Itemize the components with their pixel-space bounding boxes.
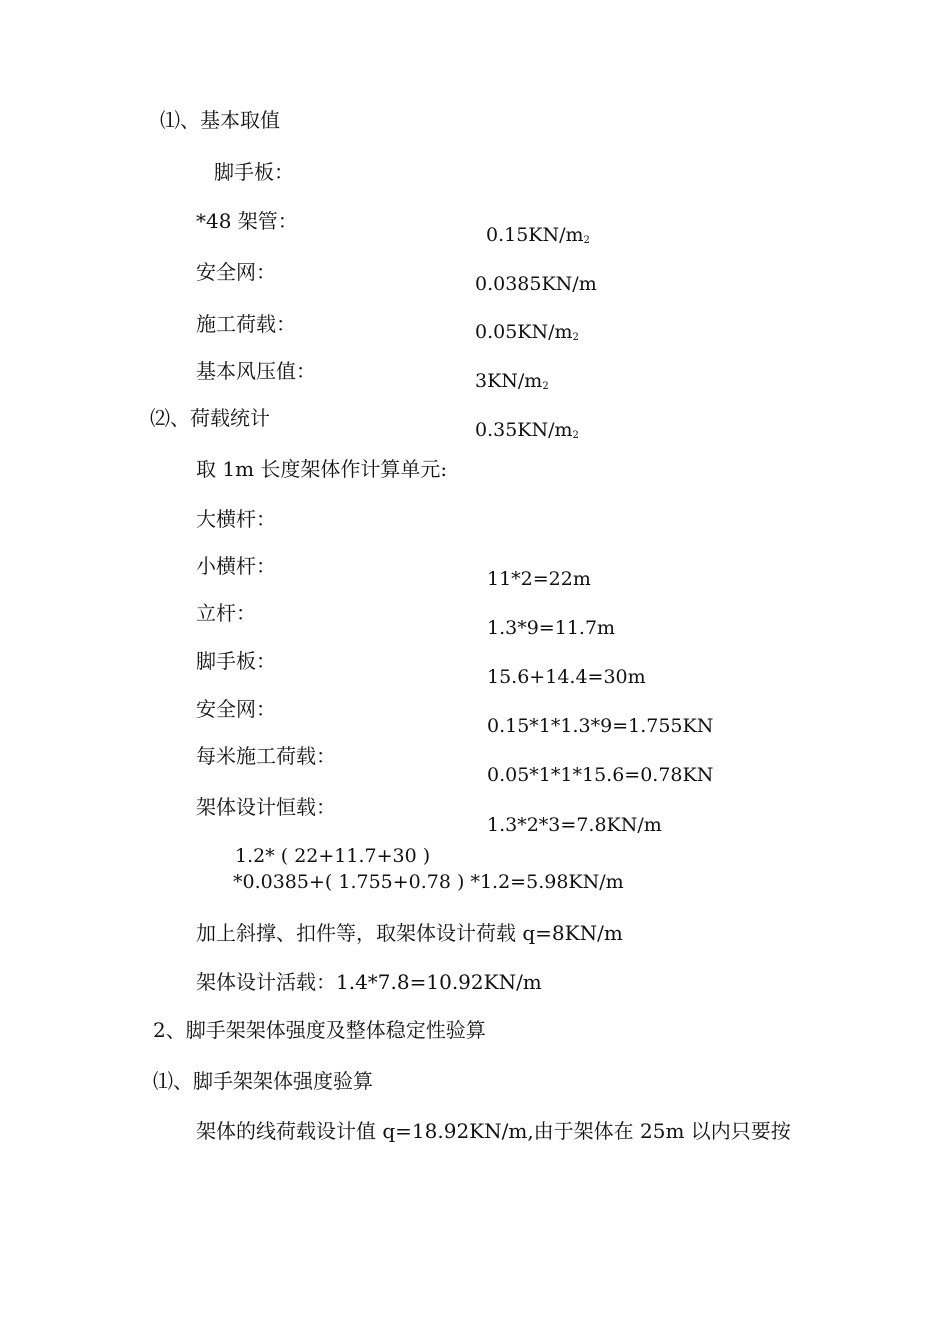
label-pipe-48: *48 架管： xyxy=(196,209,298,233)
value-3-unit-sub: 2 xyxy=(572,332,579,343)
main-paragraph: 架体的线荷载设计值 q=18.92KN/m,由于架体在 25m 以内只要按 xyxy=(196,1119,791,1143)
value-small-bar: 1.3*9=11.7m xyxy=(487,617,616,639)
design-load-line: 加上斜撑、扣件等，取架体设计荷载 q=8KN/m xyxy=(196,921,623,945)
value-4 xyxy=(475,369,549,399)
unit-note: 取 1m 长度架体作计算单元: xyxy=(196,457,448,481)
label-wind-pressure: 基本风压值： xyxy=(196,359,316,383)
value-big-bar: 11*2=22m xyxy=(487,568,591,590)
value-3-number: 0.05KN/m xyxy=(475,321,573,343)
main-sub-heading: ⑴、脚手架架体强度验算 xyxy=(153,1069,373,1093)
value-scaffold-board: 0.15*1*1.3*9=1.755KN xyxy=(487,715,714,737)
label-construction-load: 施工荷载： xyxy=(196,312,296,336)
value-per-meter-load: 1.3*2*3=7.8KN/m xyxy=(487,814,662,836)
value-5-unit-sub: 2 xyxy=(572,430,579,441)
value-1-unit-sub: 2 xyxy=(583,235,590,246)
label-upright: 立杆： xyxy=(196,601,256,625)
section-1-heading: ⑴、基本取值 xyxy=(160,108,280,132)
section-2-heading: ⑵、荷载统计 xyxy=(150,406,270,430)
formula-line-1: 1.2* ( 22+11.7+30 ) xyxy=(235,845,431,867)
value-3 xyxy=(475,320,579,350)
label-small-bar: 小横杆： xyxy=(196,554,276,578)
value-safety-net: 0.05*1*1*15.6=0.78KN xyxy=(487,764,714,786)
label-scaffold-board: 脚手板： xyxy=(214,160,294,184)
live-load-line: 架体设计活载：1.4*7.8=10.92KN/m xyxy=(196,970,542,994)
label-per-meter-load: 每米施工荷载： xyxy=(196,744,336,768)
label-scaffold-board-2: 脚手板： xyxy=(196,649,276,673)
formula-line-2: *0.0385+( 1.755+0.78 ) *1.2=5.98KN/m xyxy=(233,871,624,893)
value-4-unit-sub: 2 xyxy=(542,381,549,392)
label-design-dead-load: 架体设计恒载： xyxy=(196,795,336,819)
value-upright: 15.6+14.4=30m xyxy=(487,666,646,688)
label-big-bar: 大横杆： xyxy=(196,507,276,531)
value-1 xyxy=(486,223,590,253)
label-safety-net: 安全网： xyxy=(196,260,276,284)
main-heading: 2、脚手架架体强度及整体稳定性验算 xyxy=(153,1018,486,1042)
label-safety-net-2: 安全网： xyxy=(196,697,276,721)
value-4-number: 3KN/m xyxy=(475,370,543,392)
value-2: 0.0385KN/m xyxy=(475,273,597,295)
value-5-number: 0.35KN/m xyxy=(475,419,573,441)
value-1-number: 0.15KN/m xyxy=(486,224,584,246)
value-5 xyxy=(475,418,579,448)
